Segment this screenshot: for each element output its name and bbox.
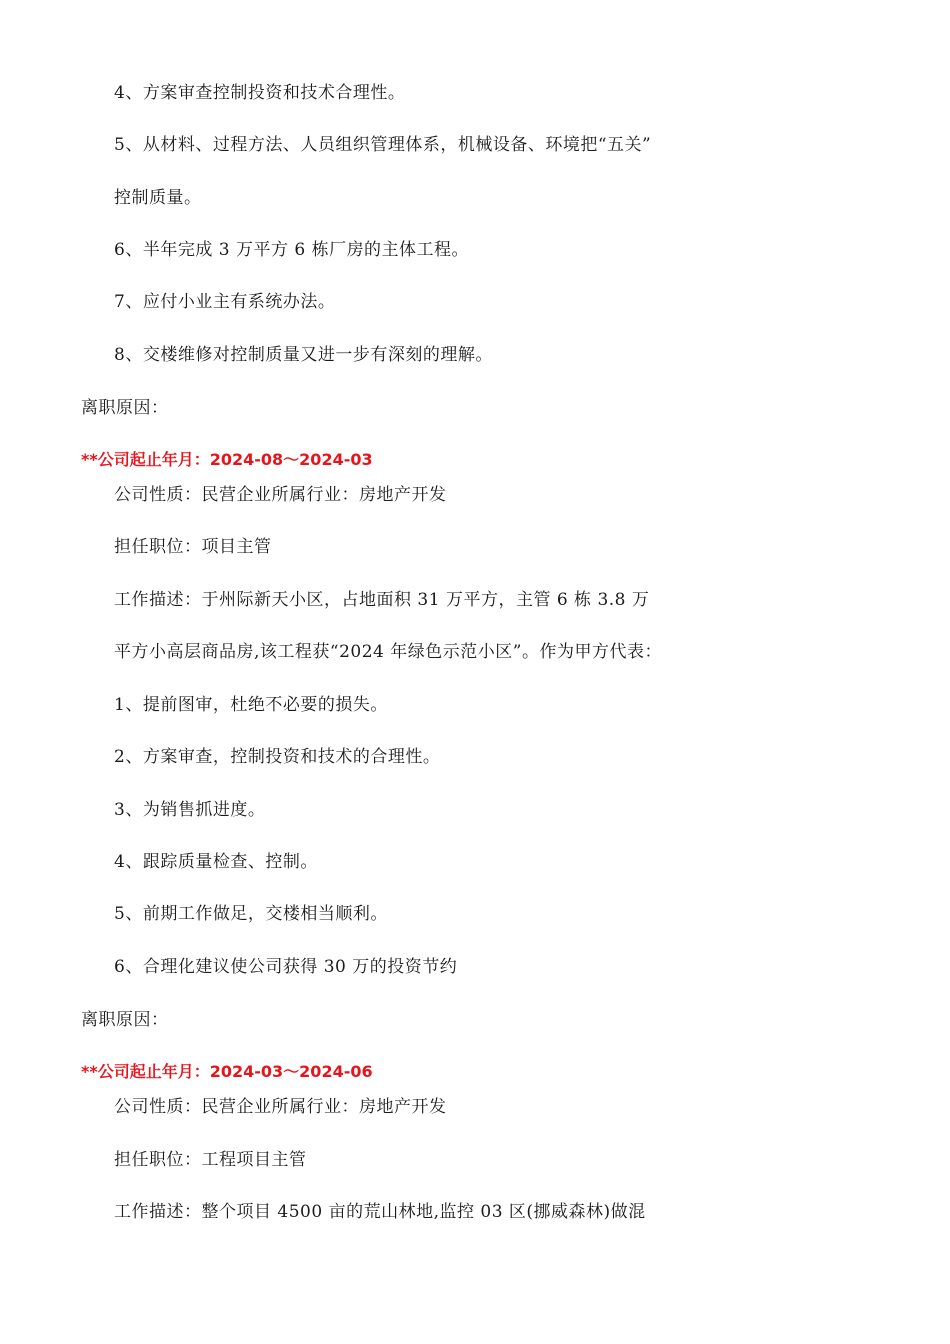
list-item: 4、跟踪质量检查、控制。: [114, 852, 318, 872]
list-item: 7、应付小业主有系统办法。: [114, 292, 336, 312]
position-title: 担任职位：工程项目主管: [114, 1150, 307, 1170]
employment-period-heading: **公司起止年月：2024-08～2024-03: [81, 450, 373, 469]
list-item: 6、合理化建议使公司获得 30 万的投资节约: [114, 957, 458, 977]
company-nature: 公司性质：民营企业所属行业：房地产开发: [114, 485, 447, 505]
job-description-continuation: 平方小高层商品房,该工程获“2024 年绿色示范小区”。作为甲方代表：: [114, 642, 662, 662]
position-title: 担任职位：项目主管: [114, 537, 272, 557]
job-description: 工作描述：于州际新天小区，占地面积 31 万平方，主管 6 栋 3.8 万: [114, 590, 650, 610]
list-item: 8、交楼维修对控制质量又进一步有深刻的理解。: [114, 345, 493, 365]
leave-reason-label: 离职原因：: [81, 398, 169, 418]
job-description: 工作描述：整个项目 4500 亩的荒山林地,监控 03 区(挪威森林)做混: [114, 1202, 646, 1222]
list-item: 3、为销售抓进度。: [114, 800, 266, 820]
list-item: 5、从材料、过程方法、人员组织管理体系，机械设备、环境把“五关”: [114, 135, 652, 155]
company-nature: 公司性质：民营企业所属行业：房地产开发: [114, 1097, 447, 1117]
list-item: 2、方案审查，控制投资和技术的合理性。: [114, 747, 441, 767]
leave-reason-label: 离职原因：: [81, 1010, 169, 1030]
list-item: 6、半年完成 3 万平方 6 栋厂房的主体工程。: [114, 240, 470, 260]
list-item: 1、提前图审，杜绝不必要的损失。: [114, 695, 388, 715]
employment-period-heading: **公司起止年月：2024-03～2024-06: [81, 1062, 373, 1081]
list-item: 5、前期工作做足，交楼相当顺利。: [114, 904, 388, 924]
list-item-continuation: 控制质量。: [114, 188, 202, 208]
list-item: 4、方案审查控制投资和技术合理性。: [114, 83, 406, 103]
